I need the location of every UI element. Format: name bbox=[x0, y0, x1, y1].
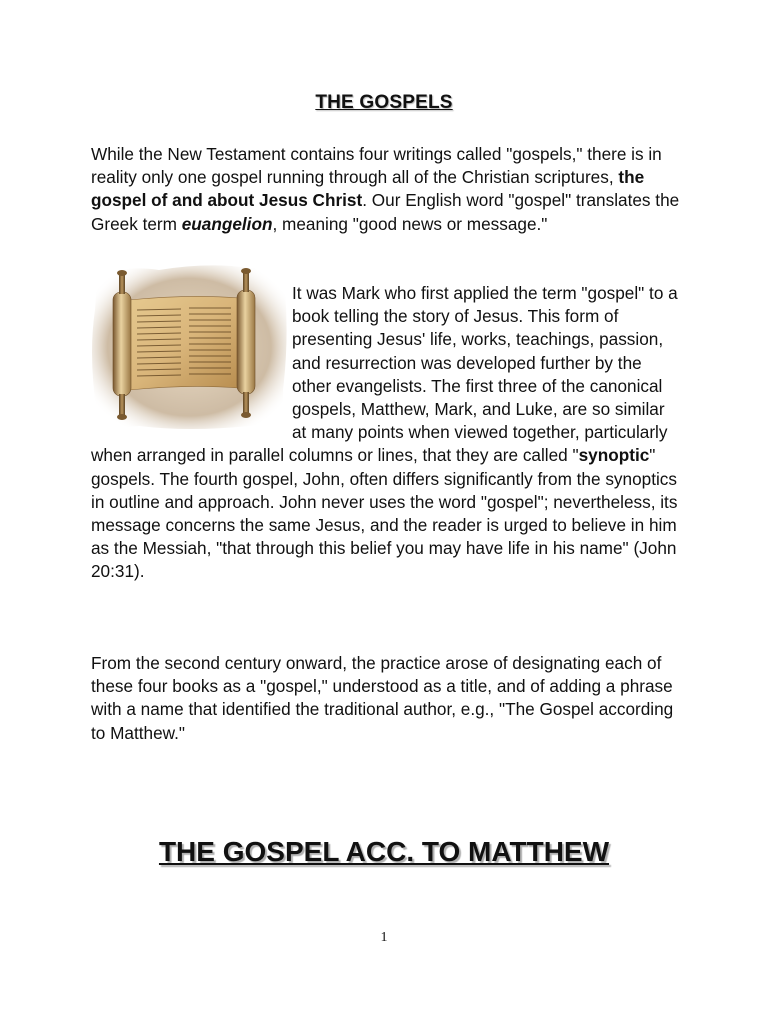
page-title: THE GOSPELS bbox=[315, 92, 453, 113]
intro-text-3: , meaning "good news or message." bbox=[272, 213, 548, 234]
mark-paragraph bbox=[91, 282, 681, 584]
greek-term: euangelion bbox=[181, 213, 273, 234]
intro-text-1: While the New Testament contains four writings called "gospels," there is in reality only one gospel running through all of the Christian scriptures, bbox=[91, 144, 662, 188]
intro-bold-phrase: the gospel of and about Jesus Christ bbox=[91, 167, 645, 211]
intro-paragraph bbox=[91, 143, 681, 236]
mark-text-2: " gospels. The fourth gospel, John, often differs significantly from the synoptics in outline and approach. John never uses the word "gospel"; nevertheless, its message concerns the same Jesus, and the reader is urged to believe in him as the Messiah, "that through this belief you may have life in his name" (John 20:31). bbox=[91, 445, 678, 582]
mark-text-1: It was Mark who first applied the term "gospel" to a book telling the story of Jesus. This form of presenting Jesus' life, works, teachings, passion, and resurrection was developed further by the other evangelists. The first three of the canonical gospels, Matthew, Mark, and Luke, are so similar at many points when viewed together, particularly when arranged in parallel columns or lines, that they are called " bbox=[91, 283, 678, 466]
synoptic-term: synoptic bbox=[578, 445, 650, 466]
intro-text-2: . Our English word "gospel" translates the Greek term bbox=[91, 190, 680, 234]
section-heading: THE GOSPEL ACC. TO MATTHEW bbox=[158, 836, 610, 867]
scroll-illustration bbox=[89, 260, 289, 432]
second-century-paragraph: From the second century onward, the practice arose of designating each of these four books as a "gospel," understood as a title, and of adding a phrase with a name that identified the traditional author, e.g., "The Gospel according to Matthew." bbox=[91, 653, 674, 743]
page-number: 1 bbox=[380, 930, 388, 945]
scroll-image bbox=[89, 260, 289, 432]
